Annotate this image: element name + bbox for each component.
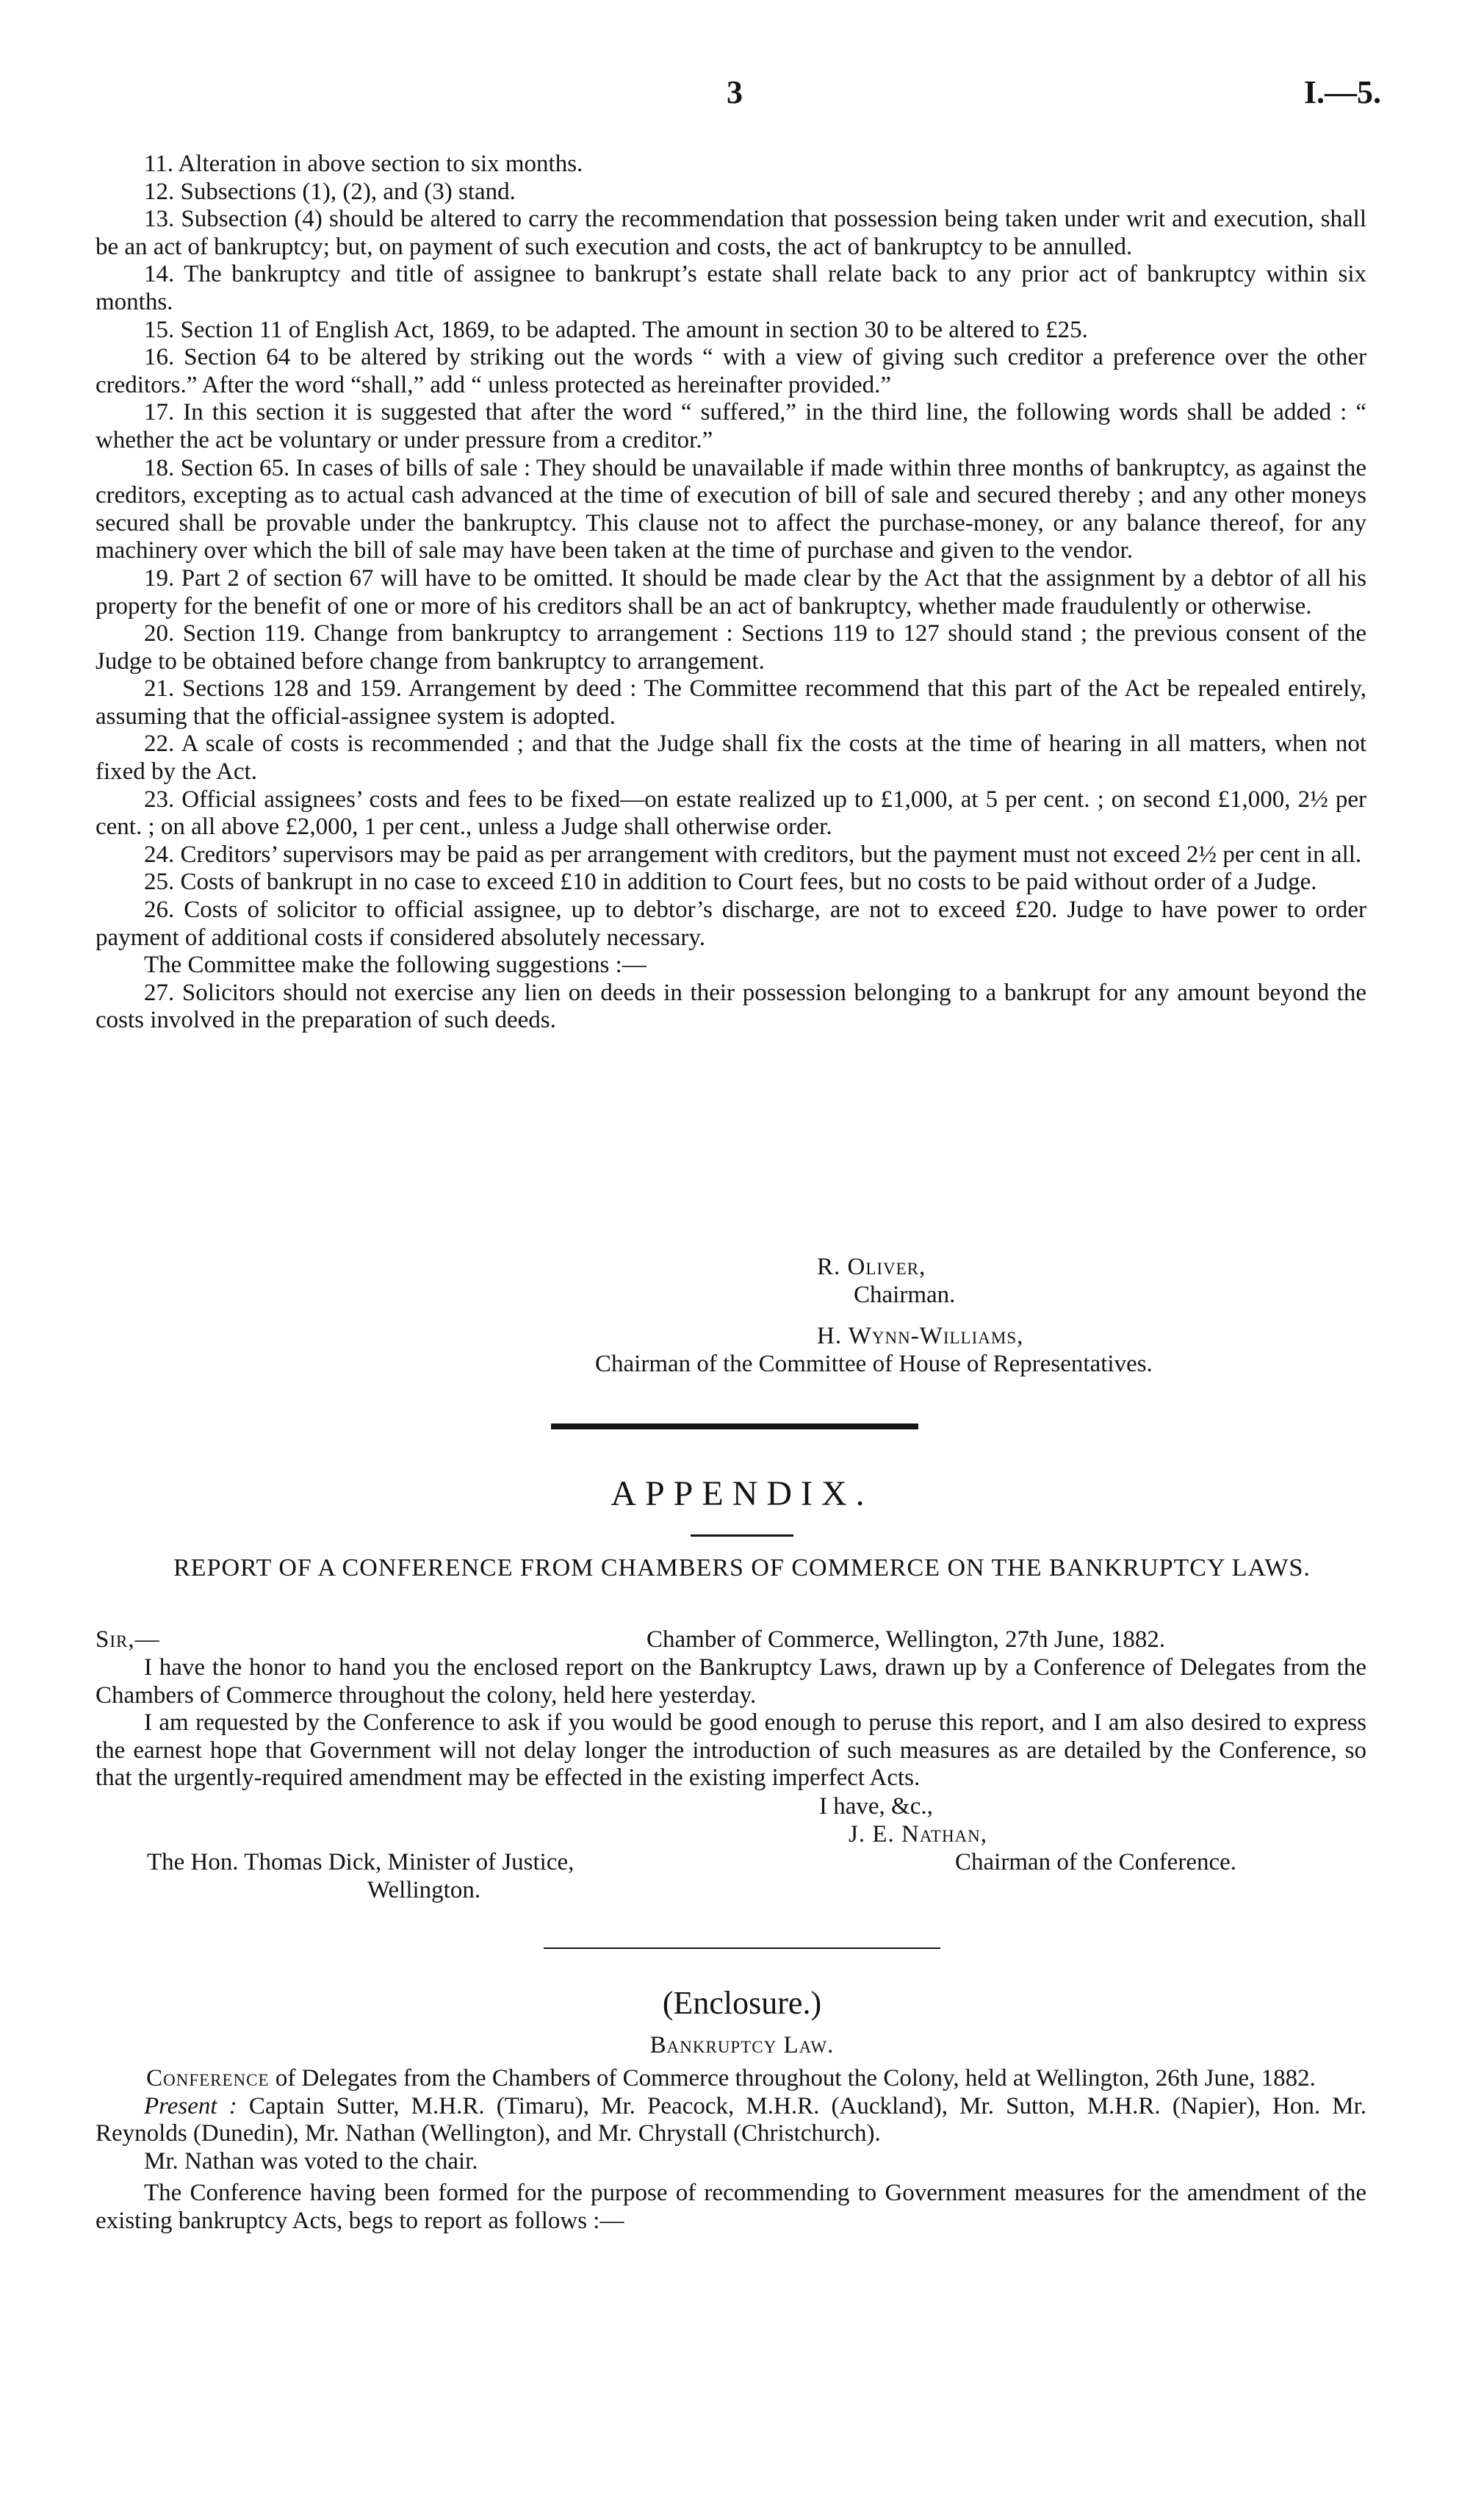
present-label: Present : <box>144 2092 237 2119</box>
conference-text: of Delegates from the Chambers of Commerce throughout the Colony, held at Wellington, 26th June, 1882. <box>275 2065 1316 2091</box>
item-23: 23. Official assignees’ costs and fees to be fixed—on estate realized up to £1,000, at 5 per cent. ; on second £1,000, 2½ per cent. ; on all above £2,000, 1 per cent., unless a Judge shall otherwise order. <box>96 786 1366 841</box>
item-14: 14. The bankruptcy and title of assignee to bankrupt’s estate shall relate back to any prior act of bankruptcy within six months. <box>96 261 1366 315</box>
signature-wynn-williams: H. Wynn-Williams, <box>817 1323 1024 1349</box>
addressee-line-2: Wellington. <box>367 1877 481 1903</box>
enclosure-subheading: Bankruptcy Law. <box>649 2032 835 2058</box>
page-number: 3 <box>727 74 743 110</box>
item-27: 27. Solicitors should not exercise any lien on deeds in their possession belonging to a bankrupt for any amount beyond the costs involved in the preparation of such deeds. <box>96 979 1366 1034</box>
item-12: 12. Subsections (1), (2), and (3) stand. <box>144 178 516 205</box>
addressee-line-1: The Hon. Thomas Dick, Minister of Justice, <box>147 1849 574 1875</box>
letter-body <box>96 1654 1366 1792</box>
item-20: 20. Section 119. Change from bankruptcy to arrangement : Sections 119 to 127 should stand ; the previous consent of the Judge to be obtained before change from bankruptcy to arrangement. <box>96 620 1366 675</box>
signer-title: Chairman of the Conference. <box>955 1849 1237 1875</box>
final-paragraph: The Conference having been formed for the purpose of recommending to Government measures for the amendment of the existing bankruptcy Acts, begs to report as follows :— <box>96 2180 1366 2234</box>
enclosure-body <box>96 2065 1366 2236</box>
item-15: 15. Section 11 of English Act, 1869, to be adapted. The amount in section 30 to be altered to £25. <box>144 316 1088 343</box>
heading-underline <box>691 1534 793 1537</box>
item-18: 18. Section 65. In cases of bills of sale : They should be unavailable if made within three months of bankruptcy, as against the creditors, excepting as to actual cash advanced at the time of execution of bill of sale and secured thereby ; and any other moneys secured shall be provable under the bankruptcy. This clause not to affect the purchase-money, or any balance thereof, for any machinery over which the bill of sale may have been taken at the time of purchase and given to the vendor. <box>96 454 1366 564</box>
item-11: 11. Alteration in above section to six months. <box>144 151 583 177</box>
recommendations-list <box>96 151 1366 1035</box>
enclosure-heading: (Enclosure.) <box>662 1985 822 2021</box>
signer-name: J. E. Nathan, <box>849 1821 988 1848</box>
signature-wynn-williams-title: Chairman of the Committee of House of Representatives. <box>595 1351 1153 1377</box>
letter-paragraph-1: I have the honor to hand you the enclosed report on the Bankruptcy Laws, drawn up by a Conference of Delegates from the Chambers of Commerce throughout the colony, held here yesterday. <box>96 1654 1366 1709</box>
suggestions-intro: The Committee make the following suggestions :— <box>144 952 646 979</box>
item-25: 25. Costs of bankrupt in no case to exceed £10 in addition to Court fees, but no costs to be paid without order of a Judge. <box>144 869 1317 896</box>
document-reference: I.—5. <box>1303 74 1381 110</box>
item-24: 24. Creditors’ supervisors may be paid as per arrangement with creditors, but the payment must not exceed 2½ per cent in all. <box>144 841 1362 868</box>
closing: I have, &c., <box>819 1793 933 1820</box>
report-title: REPORT OF A CONFERENCE FROM CHAMBERS OF COMMERCE ON THE BANKRUPTCY LAWS. <box>173 1554 1311 1581</box>
appendix-heading: APPENDIX. <box>610 1474 874 1513</box>
conference-lead: Conference <box>146 2065 270 2091</box>
present-paragraph <box>96 2093 1366 2148</box>
section-divider-thick <box>551 1423 918 1429</box>
letter-paragraph-2: I am requested by the Conference to ask if you would be good enough to peruse this report, and I am also desired to express the earnest hope that Government will not delay longer the introduction of such measures as are detailed by the Conference, so that the urgently-required amendment may be effected in the existing imperfect Acts. <box>96 1709 1366 1792</box>
section-divider-thin <box>544 1947 940 1949</box>
item-17: 17. In this section it is suggested that after the word “ suffered,” in the third line, the following words shall be added : “ whether the act be voluntary or under pressure from a creditor.” <box>96 399 1366 453</box>
signature-oliver: R. Oliver, <box>817 1254 926 1280</box>
chair-paragraph: Mr. Nathan was voted to the chair. <box>144 2147 478 2175</box>
dateline: Chamber of Commerce, Wellington, 27th June, 1882. <box>646 1626 1166 1653</box>
conference-paragraph <box>96 2065 1366 2093</box>
item-13: 13. Subsection (4) should be altered to carry the recommendation that possession being taken under writ and execution, shall be an act of bankruptcy; but, on payment of such execution and costs, the act of bankruptcy to be annulled. <box>96 206 1366 260</box>
item-16: 16. Section 64 to be altered by striking out the words “ with a view of giving such creditor a preference over the other creditors.” After the word “shall,” add “ unless protected as hereinafter provided.” <box>96 344 1366 398</box>
item-22: 22. A scale of costs is recommended ; and that the Judge shall fix the costs at the time of hearing in all matters, when not fixed by the Act. <box>96 730 1366 786</box>
present-text: Captain Sutter, M.H.R. (Timaru), Mr. Peacock, M.H.R. (Auckland), Mr. Sutton, M.H.R. (Napier), Hon. Mr. Reynolds (Dunedin), Mr. Nathan (Wellington), and Mr. Chrystall (Christchurch). <box>96 2092 1367 2147</box>
salutation: Sir,— <box>96 1626 160 1653</box>
item-19: 19. Part 2 of section 67 will have to be omitted. It should be made clear by the Act that the assignment by a debtor of all his property for the benefit of one or more of his creditors shall be an act of bankruptcy, whether made fraudulently or otherwise. <box>96 564 1366 620</box>
item-26: 26. Costs of solicitor to official assignee, up to debtor’s discharge, are not to exceed £20. Judge to have power to order payment of additional costs if considered absolutely necessary. <box>96 897 1366 951</box>
signature-oliver-title: Chairman. <box>854 1282 956 1308</box>
item-21: 21. Sections 128 and 159. Arrangement by deed : The Committee recommend that this part of the Act be repealed entirely, assuming that the official-assignee system is adopted. <box>96 675 1366 730</box>
